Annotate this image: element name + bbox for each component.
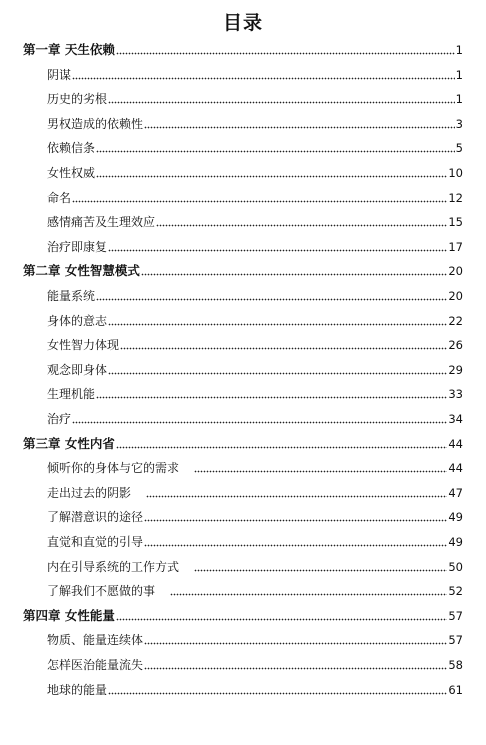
section-title: 内在引导系统的工作方式 <box>47 559 180 574</box>
section-title: 历史的劣根 <box>47 92 108 107</box>
dot-leader <box>144 542 447 547</box>
toc-section-entry[interactable] <box>47 213 463 231</box>
dot-leader <box>144 124 455 129</box>
dot-leader <box>146 493 447 498</box>
dot-leader <box>194 468 447 473</box>
section-title: 身体的意志 <box>47 313 108 328</box>
section-title: 治疗 <box>47 412 72 426</box>
section-title: 观念即身体 <box>47 362 108 377</box>
dot-leader <box>116 616 448 621</box>
section-title: 女性智力体现 <box>47 338 120 353</box>
dot-leader <box>72 75 455 80</box>
page-number: 22 <box>448 313 463 328</box>
section-title: 生理机能 <box>47 387 96 402</box>
page-title: 目录 <box>222 12 263 34</box>
toc-section-entry[interactable] <box>47 238 463 256</box>
toc-section-entry[interactable] <box>47 385 463 403</box>
dot-leader <box>156 222 447 227</box>
toc-section-entry[interactable] <box>47 287 463 305</box>
page-number: 1 <box>455 67 463 82</box>
section-title: 地球的能量 <box>47 682 108 697</box>
dot-leader <box>194 567 447 572</box>
dot-leader <box>108 690 447 695</box>
dot-leader <box>108 321 447 326</box>
dot-leader <box>144 665 447 670</box>
toc-section-entry[interactable] <box>47 361 463 379</box>
dot-leader <box>170 591 447 596</box>
toc-section-entry[interactable] <box>47 508 463 526</box>
toc-section-entry[interactable] <box>47 164 463 182</box>
page-number: 52 <box>448 584 463 599</box>
section-title: 了解潜意识的途径 <box>47 510 144 525</box>
page-number: 20 <box>448 289 463 303</box>
page-number: 3 <box>455 116 463 131</box>
dot-leader <box>108 247 447 252</box>
toc-section-entry[interactable] <box>47 66 463 84</box>
toc-chapter-entry[interactable] <box>23 41 463 59</box>
page-number: 44 <box>448 436 463 451</box>
page-number: 17 <box>448 239 463 254</box>
dot-leader <box>96 296 447 301</box>
section-title: 倾听你的身体与它的需求 <box>47 461 180 476</box>
page-number: 34 <box>448 412 463 426</box>
dot-leader <box>144 517 447 522</box>
toc-section-entry[interactable] <box>47 631 463 649</box>
section-title: 感情痛苦及生理效应 <box>47 215 156 230</box>
toc-section-entry[interactable] <box>47 90 463 108</box>
dot-leader <box>108 370 447 375</box>
toc-section-entry[interactable] <box>47 312 463 330</box>
chapter-title: 第二章 女性智慧模式 <box>23 263 140 279</box>
page-number: 20 <box>448 264 463 279</box>
section-title: 依赖信条 <box>47 141 96 156</box>
section-title: 命名 <box>47 190 72 205</box>
page-number: 10 <box>448 166 463 180</box>
toc-section-entry[interactable] <box>47 656 463 674</box>
dot-leader <box>116 50 455 55</box>
dot-leader <box>108 99 455 104</box>
toc-section-entry[interactable] <box>47 139 463 157</box>
dot-leader <box>96 394 447 399</box>
section-title: 女性权威 <box>47 166 96 180</box>
section-title: 物质、能量连续体 <box>47 633 144 648</box>
toc-section-entry[interactable] <box>47 533 463 551</box>
dot-leader <box>144 640 447 645</box>
dot-leader <box>96 148 455 153</box>
page-number: 50 <box>448 559 463 574</box>
toc-section-entry[interactable] <box>47 459 463 477</box>
page-number: 1 <box>455 43 463 57</box>
page-number: 58 <box>448 658 463 672</box>
toc-chapter-entry[interactable] <box>23 435 463 453</box>
page-number: 29 <box>448 362 463 377</box>
toc-section-entry[interactable] <box>47 336 463 354</box>
toc-section-entry[interactable] <box>47 582 463 600</box>
section-title: 怎样医治能量流失 <box>47 658 144 672</box>
page-number: 44 <box>448 461 463 476</box>
toc-section-entry[interactable] <box>47 410 463 428</box>
section-title: 了解我们不愿做的事 <box>47 584 156 599</box>
chapter-title: 第三章 女性内省 <box>23 435 115 451</box>
toc-section-entry[interactable] <box>47 681 463 699</box>
section-title: 阴谋 <box>47 67 72 82</box>
page-number: 49 <box>448 510 463 525</box>
dot-leader <box>120 345 447 350</box>
page-number: 33 <box>448 387 463 402</box>
page-number: 1 <box>455 92 463 107</box>
page-number: 15 <box>448 215 463 230</box>
toc-section-entry[interactable] <box>47 484 463 502</box>
section-title: 能量系统 <box>47 289 96 303</box>
page-number: 5 <box>455 141 463 156</box>
toc-chapter-entry[interactable] <box>23 607 463 625</box>
toc-chapter-entry[interactable] <box>23 262 463 280</box>
page-number: 57 <box>448 633 463 648</box>
toc-section-entry[interactable] <box>47 558 463 576</box>
dot-leader <box>72 419 447 424</box>
page-number: 61 <box>448 682 463 697</box>
page-number: 57 <box>448 608 463 623</box>
dot-leader <box>141 271 448 276</box>
page-number: 47 <box>448 485 463 500</box>
page-number: 49 <box>448 535 463 549</box>
page-number: 26 <box>448 338 463 353</box>
chapter-title: 第四章 女性能量 <box>23 607 115 623</box>
section-title: 直觉和直觉的引导 <box>47 535 144 549</box>
section-title: 治疗即康复 <box>47 239 108 254</box>
dot-leader <box>96 173 447 178</box>
page-number: 12 <box>448 190 463 205</box>
dot-leader <box>116 444 448 449</box>
section-title: 男权造成的依赖性 <box>47 116 144 131</box>
dot-leader <box>72 198 447 203</box>
toc-section-entry[interactable] <box>47 115 463 133</box>
toc-section-entry[interactable] <box>47 189 463 207</box>
chapter-title: 第一章 天生依赖 <box>23 42 115 57</box>
section-title: 走出过去的阴影 <box>47 485 132 500</box>
